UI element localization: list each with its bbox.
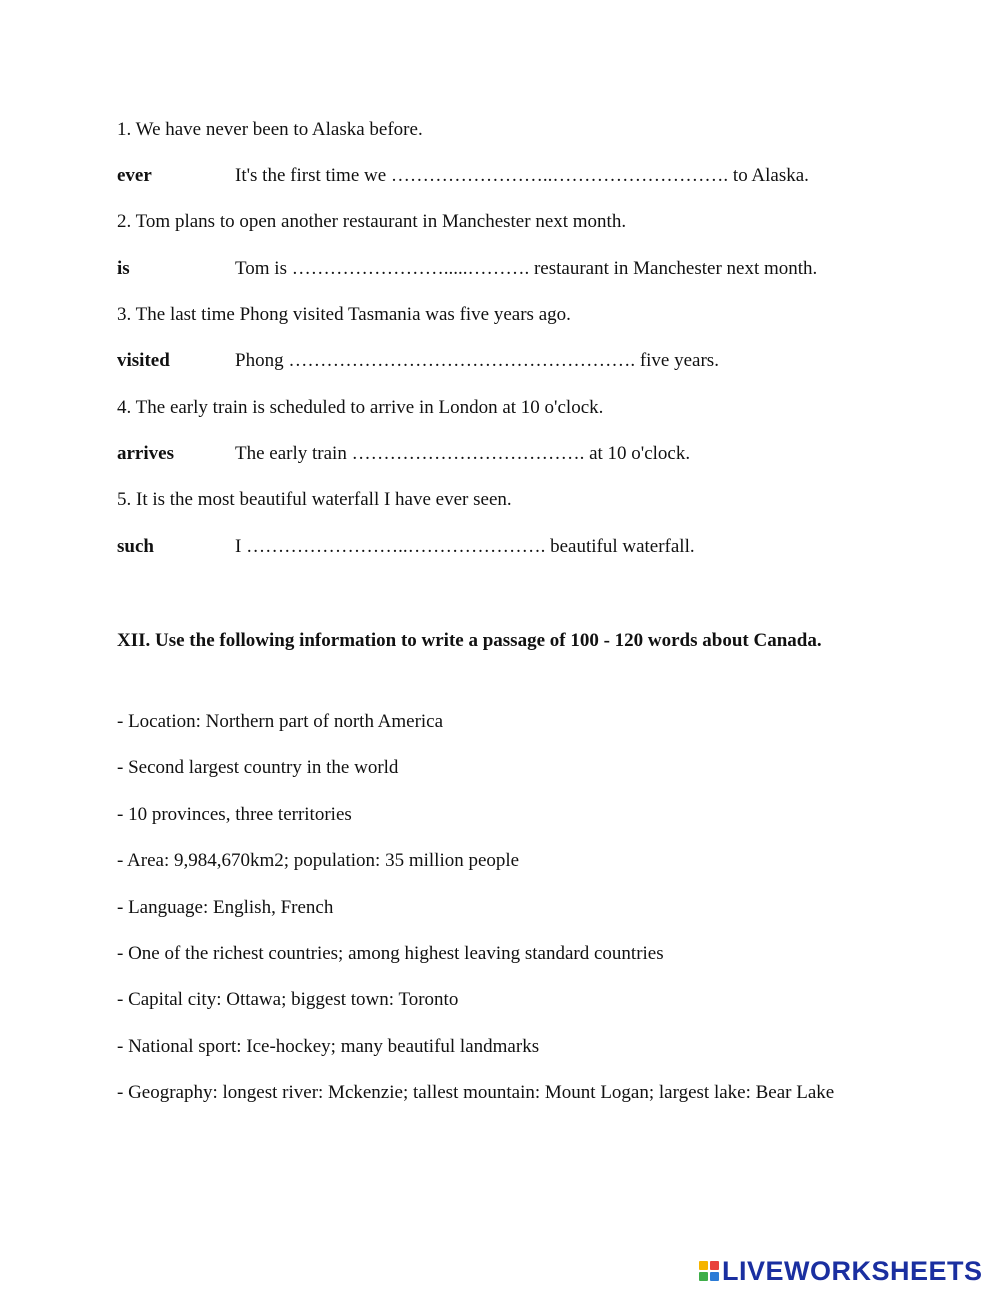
exercise-4-keyword: arrives	[117, 443, 174, 464]
bullet-provinces: - 10 provinces, three territories	[117, 804, 352, 825]
exercise-4-rewrite: The early train ………………………………. at 10 o'clock.	[235, 443, 691, 464]
logo-blocks-icon	[699, 1261, 719, 1281]
exercise-1-sentence: 1. We have never been to Alaska before.	[117, 119, 423, 140]
exercise-2-sentence: 2. Tom plans to open another restaurant in Manchester next month.	[117, 211, 627, 232]
exercise-5-keyword: such	[117, 536, 154, 557]
bullet-location: - Location: Northern part of north America	[117, 711, 444, 732]
logo-block-1	[699, 1261, 708, 1270]
exercise-5-sentence: 5. It is the most beautiful waterfall I have ever seen.	[117, 489, 512, 510]
exercise-1-rewrite: It's the first time we ……………………..………………………. to Alaska.	[235, 165, 809, 186]
exercise-2-keyword: is	[117, 258, 130, 279]
section-heading: XII. Use the following information to write a passage of 100 - 120 words about Canada.	[117, 630, 822, 651]
exercise-3-sentence: 3. The last time Phong visited Tasmania was five years ago.	[117, 304, 571, 325]
logo-text: LIVEWORKSHEETS	[722, 1255, 983, 1286]
exercise-2-rewrite: Tom is …………………….....………. restaurant in Manchester next month.	[235, 258, 818, 279]
bullet-area: - Area: 9,984,670km2; population: 35 million people	[117, 850, 520, 871]
exercise-4-sentence: 4. The early train is scheduled to arrive in London at 10 o'clock.	[117, 397, 604, 418]
bullet-geography: - Geography: longest river: Mckenzie; tallest mountain: Mount Logan; largest lake: Bear Lake	[117, 1082, 835, 1103]
exercise-5-rewrite: I ……………………..…………………. beautiful waterfall.	[235, 536, 695, 557]
exercise-3-keyword: visited	[117, 350, 170, 371]
bullet-wealth: - One of the richest countries; among highest leaving standard countries	[117, 943, 664, 964]
logo-block-3	[699, 1272, 708, 1281]
bullet-language: - Language: English, French	[117, 897, 334, 918]
exercise-3-rewrite: Phong ………………………………………………. five years.	[235, 350, 719, 371]
bullet-sport: - National sport: Ice-hockey; many beautiful landmarks	[117, 1036, 540, 1057]
logo-block-4	[710, 1272, 719, 1281]
logo-block-2	[710, 1261, 719, 1270]
exercise-1-keyword: ever	[117, 165, 152, 186]
bullet-cities: - Capital city: Ottawa; biggest town: Toronto	[117, 989, 459, 1010]
liveworksheets-logo	[699, 1254, 983, 1288]
bullet-size: - Second largest country in the world	[117, 757, 399, 778]
